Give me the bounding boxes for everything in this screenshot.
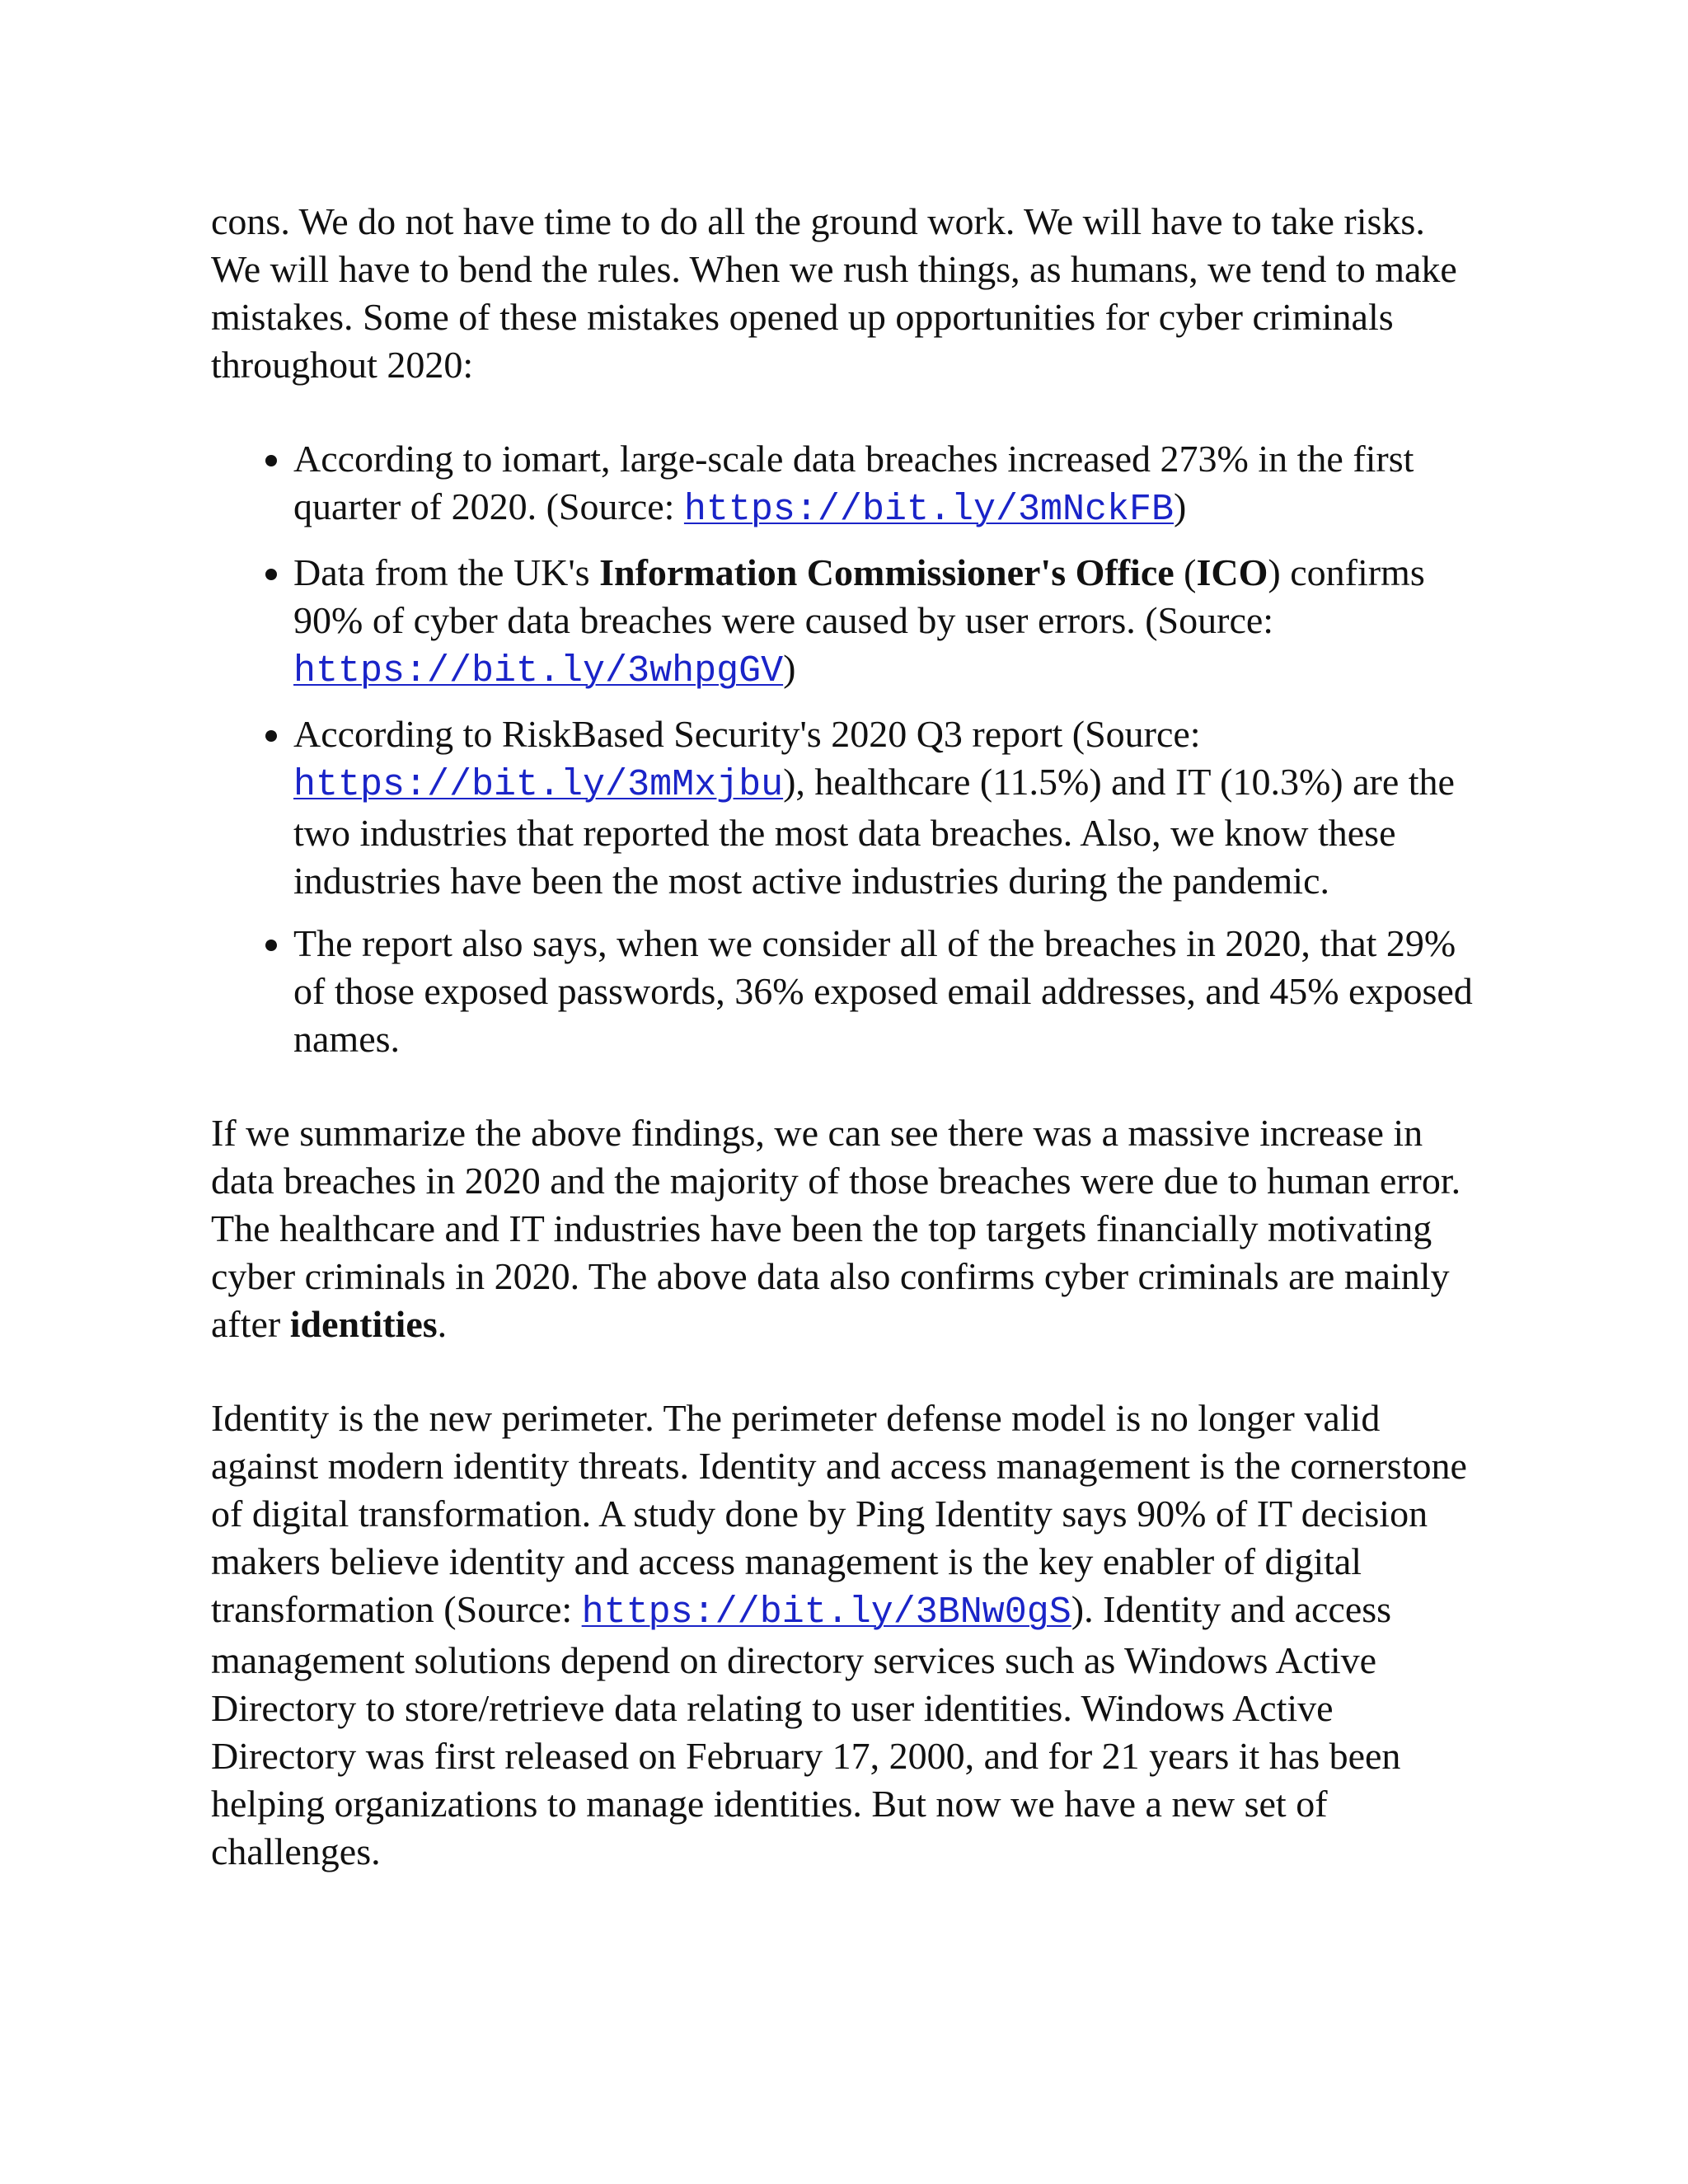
source-link-iomart[interactable]: https://bit.ly/3mNckFB	[683, 489, 1175, 531]
identity-text: Identity is the new perimeter. The perimeter defense model is no longer valid against modern identity threats. Identity and access management is the cornerstone of digital transformation. A study done by Ping Identity says 90% of IT decision makers believe identity and access management is the key enabler of digital transformation (Source:	[211, 1397, 1467, 1630]
list-item-text: (	[1174, 551, 1197, 593]
summary-text: .	[437, 1303, 448, 1345]
list-item-text: )	[783, 647, 796, 689]
summary-paragraph	[211, 1109, 1480, 1348]
list-item-text: ) confirms 90% of cyber data breaches were caused by user errors. (Source:	[293, 551, 1425, 641]
list-item-text: According to iomart, large-scale data breaches increased 273% in the first quarter of 2020. (Source:	[293, 438, 1414, 527]
list-item-text: According to RiskBased Security's 2020 Q3 report (Source:	[293, 713, 1201, 755]
list-item	[293, 435, 1480, 534]
intro-text: cons. We do not have time to do all the ground work. We will have to take risks. We will have to bend the rules. When we rush things, as humans, we tend to make mistakes. Some of these mistakes opened up opportunities for cyber criminals throughout 2020:	[211, 200, 1457, 386]
list-item	[293, 710, 1480, 905]
list-item-text: ), healthcare (11.5%) and IT (10.3%) are the two industries that reported the most data breaches. Also, we know these industries have been the most active industries during the pandemic.	[293, 761, 1455, 902]
summary-text: If we summarize the above findings, we can see there was a massive increase in data breaches in 2020 and the majority of those breaches were due to human error. The healthcare and IT industries have been the top targets financially motivating cyber criminals in 2020. The above data also confirms cyber criminals are mainly after	[211, 1112, 1461, 1345]
document-page	[211, 198, 1480, 1922]
bold-term-identities: identities	[289, 1303, 438, 1345]
source-link-ico[interactable]: https://bit.ly/3whpgGV	[293, 650, 784, 692]
bold-term-ico-name: Information Commissioner's Office	[599, 551, 1175, 593]
source-link-ping-identity[interactable]: https://bit.ly/3BNw0gS	[581, 1591, 1071, 1633]
breach-stats-list	[211, 435, 1480, 1063]
intro-paragraph	[211, 198, 1480, 389]
list-item-text: )	[1174, 485, 1187, 527]
identity-text: ). Identity and access management solutions depend on directory services such as Windows Active Directory to store/retrieve data relating to user identities. Windows Active Directory was first released on February 17, 2000, and for 21 years it has been helping organizations to manage identities. But now we have a new set of challenges.	[211, 1588, 1401, 1872]
list-item-text: Data from the UK's	[293, 551, 600, 593]
bold-term-ico: ICO	[1196, 551, 1268, 593]
list-item	[293, 920, 1480, 1063]
list-item-text: The report also says, when we consider all of the breaches in 2020, that 29% of those exposed passwords, 36% exposed email addresses, and 45% exposed names.	[293, 922, 1473, 1060]
identity-paragraph	[211, 1394, 1480, 1876]
source-link-riskbased[interactable]: https://bit.ly/3mMxjbu	[293, 764, 784, 806]
list-item	[293, 549, 1480, 696]
